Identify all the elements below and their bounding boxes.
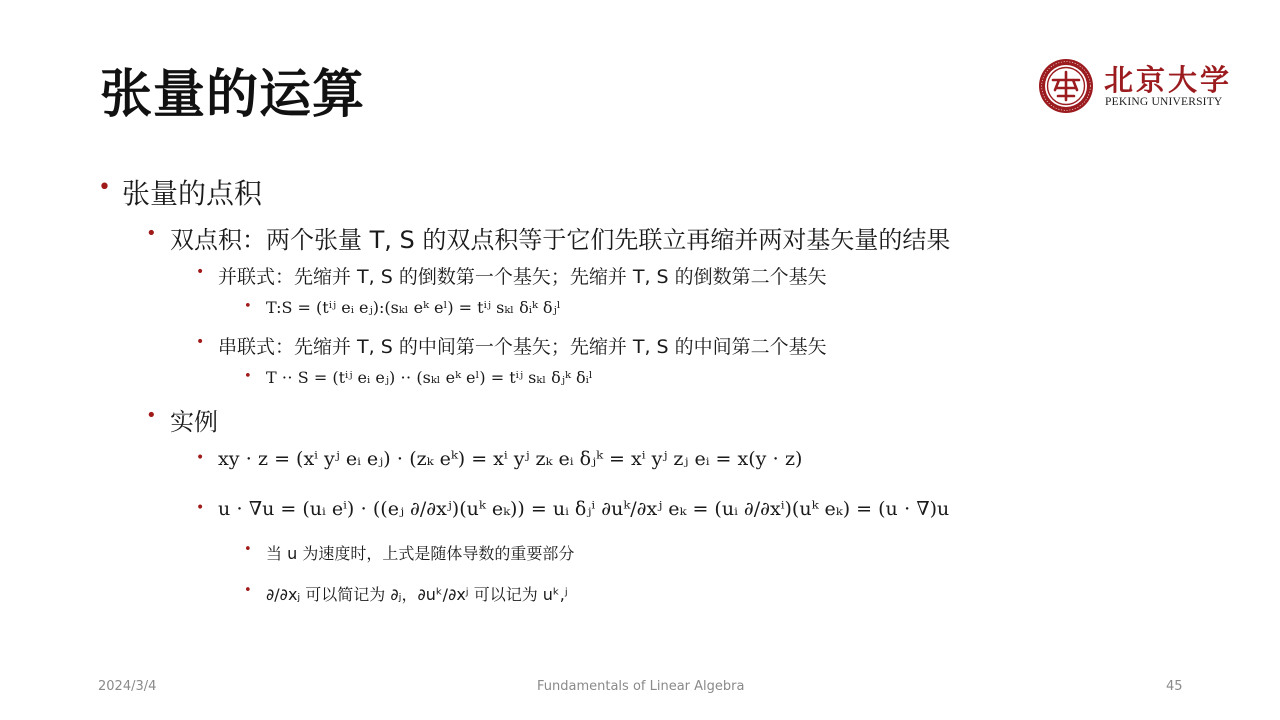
bullet-mark: •	[244, 583, 252, 598]
footer-page-number: 45	[1166, 679, 1183, 694]
note-shorthand	[244, 582, 568, 605]
bullet-text: 张量的点积	[122, 177, 263, 210]
formula-parallel	[244, 298, 561, 317]
note-text: ∂/∂xⱼ 可以简记为 ∂ⱼ，∂uᵏ/∂xʲ 可以记为 uᵏ,ʲ	[266, 585, 568, 604]
bullet-text: 双点积：两个张量 T, S 的双点积等于它们先联立再缩并两对基矢量的结果	[170, 226, 951, 254]
bullet-mark: •	[244, 299, 252, 314]
bullet-parallel	[196, 262, 827, 289]
formula-text: u ⋅ ∇u = (uᵢ eⁱ) ⋅ ((eⱼ ∂/∂xʲ)(uᵏ eₖ)) = uᵢ δⱼⁱ ∂uᵏ/∂xʲ eₖ = (uᵢ ∂/∂xⁱ)(uᵏ eₖ) = (u ⋅ ∇)u	[218, 498, 950, 520]
bullet-mark: •	[196, 500, 205, 516]
bullet-mark: •	[146, 405, 157, 426]
formula-text: T:S = (tⁱʲ eᵢ eⱼ):(sₖₗ eᵏ eˡ) = tⁱʲ sₖₗ δᵢᵏ δⱼˡ	[266, 298, 561, 317]
bullet-mark: •	[196, 334, 205, 350]
peking-university-logo	[1038, 58, 1238, 114]
bullet-mark: •	[146, 223, 157, 244]
bullet-double-dot	[146, 220, 951, 255]
bullet-mark: •	[196, 450, 205, 466]
note-velocity	[244, 541, 575, 564]
formula-text: xy ⋅ z = (xⁱ yʲ eᵢ eⱼ) ⋅ (zₖ eᵏ) = xⁱ yʲ zₖ eᵢ δⱼᵏ = xⁱ yʲ zⱼ eᵢ = x(y ⋅ z)	[218, 448, 803, 470]
bullet-mark: •	[196, 264, 205, 280]
formula-example-2	[196, 498, 950, 520]
footer-course: Fundamentals of Linear Algebra	[537, 679, 745, 694]
bullet-mark: •	[98, 175, 111, 200]
formula-text: T ⋅⋅ S = (tⁱʲ eᵢ eⱼ) ⋅⋅ (sₖₗ eᵏ eˡ) = tⁱʲ sₖₗ δⱼᵏ δᵢˡ	[266, 368, 593, 387]
formula-example-1	[196, 448, 803, 470]
logo-english-text: PEKING UNIVERSITY	[1105, 96, 1223, 108]
bullet-mark: •	[244, 369, 252, 384]
bullet-text: 串联式：先缩并 T, S 的中间第一个基矢；先缩并 T, S 的中间第二个基矢	[218, 336, 827, 358]
bullet-mark: •	[244, 542, 252, 557]
bullet-series	[196, 332, 827, 359]
footer-date: 2024/3/4	[98, 679, 157, 694]
logo-chinese-text: 北京大学	[1104, 63, 1233, 97]
bullet-dot-product	[98, 172, 263, 212]
university-seal-icon	[1038, 58, 1094, 114]
formula-series	[244, 368, 593, 387]
bullet-example	[146, 402, 218, 437]
slide-title: 张量的运算	[100, 65, 366, 125]
bullet-text: 实例	[170, 408, 218, 436]
note-text: 当 u 为速度时，上式是随体导数的重要部分	[266, 544, 575, 563]
bullet-text: 并联式：先缩并 T, S 的倒数第一个基矢；先缩并 T, S 的倒数第二个基矢	[218, 266, 827, 288]
